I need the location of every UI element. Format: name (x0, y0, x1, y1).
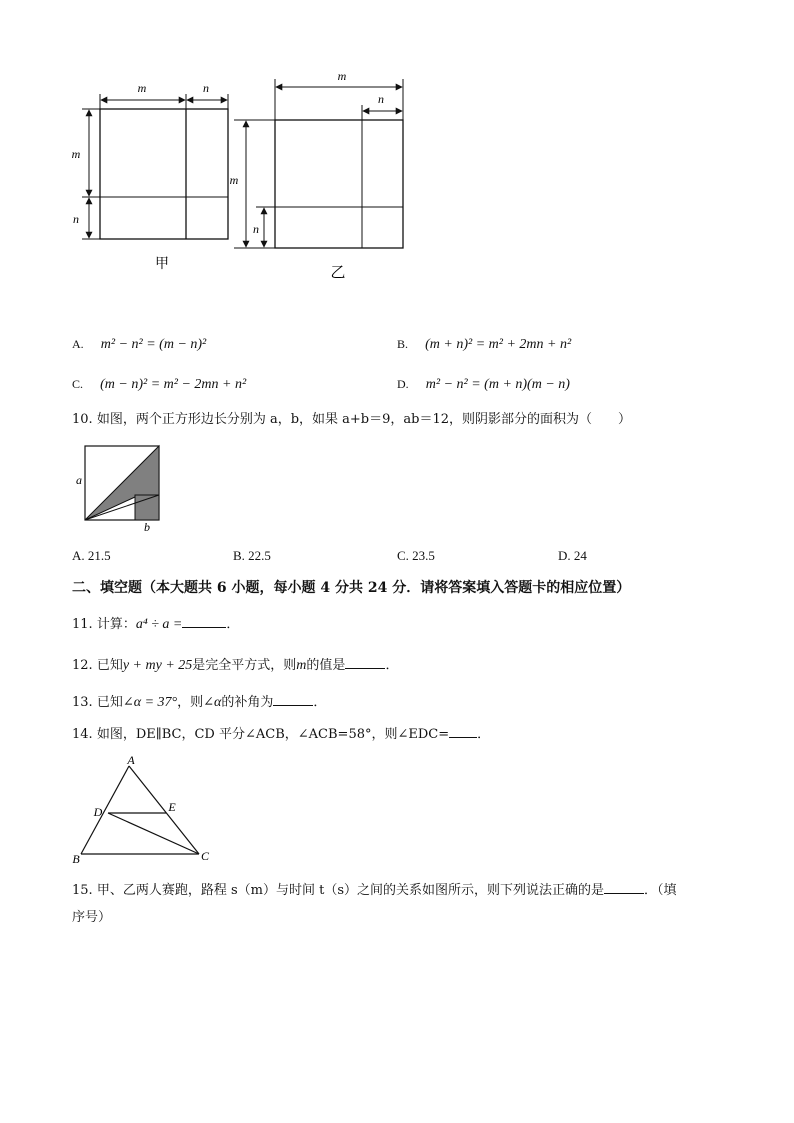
question-text: 的补角为 (221, 695, 274, 710)
q15-line2: 序号） (72, 910, 112, 925)
question-number: 12. (72, 658, 93, 673)
q10-option-b: B. 22.5 (233, 548, 271, 563)
q10-stem (72, 411, 631, 429)
segment-dc (108, 813, 199, 854)
side-ac (129, 766, 199, 854)
vertex-c: C (200, 849, 210, 863)
section-heading: 二、填空题（本大题共 6 小题，每小题 4 分共 24 分．请将答案填入答题卡的相应位置） (72, 580, 631, 596)
figure-jia (60, 80, 240, 280)
q9-option-a (72, 333, 206, 353)
figure-yi (220, 65, 420, 285)
question-text: 是完全平方式，则 (192, 658, 297, 673)
jia-outer-square (100, 109, 228, 239)
yi-label-n-side: n (253, 222, 259, 236)
side-ab (81, 766, 129, 854)
option-formula: (m − n)² = m² − 2mn + n² (100, 377, 247, 392)
option-formula: m² − n² = (m − n)² (100, 337, 207, 352)
question-suffix: ． (226, 617, 240, 632)
question-number: 10. (72, 412, 93, 427)
question-number: 14. (72, 727, 93, 742)
yi-outer-square (275, 120, 403, 248)
question-text: 的值是 (306, 658, 346, 673)
q14 (72, 723, 490, 744)
question-text: 计算： (96, 617, 136, 632)
vertex-b: B (72, 852, 80, 866)
question-text: ．（填 (644, 883, 677, 898)
q15-line1 (72, 879, 677, 900)
question-text: ，则∠ (177, 695, 215, 710)
question-text: 已知∠ (96, 695, 134, 710)
option-letter: A. (72, 337, 84, 351)
question-suffix: ． (313, 695, 327, 710)
jia-caption: 甲 (155, 256, 169, 272)
q12 (72, 654, 398, 675)
vertex-a: A (127, 753, 135, 767)
jia-label-n-top: n (203, 81, 209, 95)
question-text: 如图，DE∥BC，CD 平分∠ACB，∠ACB=58°，则∠EDC= (96, 727, 450, 742)
math-expression: y + my + 25 (122, 658, 193, 673)
q9-option-d (397, 373, 570, 393)
q10-option-a: A. 21.5 (72, 548, 111, 563)
option-letter: D. (397, 377, 409, 391)
question-suffix: ． (477, 727, 491, 742)
answer-blank[interactable] (273, 691, 313, 706)
q10-label-a: a (76, 473, 82, 487)
question-text: 如图，两个正方形边长分别为 a，b，如果 a+b＝9，ab＝12，则阴影部分的面积为（ ） (96, 412, 632, 427)
vertex-d: D (93, 805, 103, 819)
question-number: 13. (72, 695, 93, 710)
yi-caption: 乙 (330, 263, 346, 281)
option-letter: B. (397, 337, 409, 351)
yi-label-m-top: m (337, 69, 347, 83)
jia-label-m-top: m (137, 81, 147, 95)
q13 (72, 691, 326, 712)
math-variable: m (296, 658, 307, 673)
option-formula: m² − n² = (m + n)(m − n) (425, 377, 570, 392)
jia-label-m-side: m (71, 147, 81, 161)
q9-option-c (72, 373, 246, 393)
option-formula: (m + n)² = m² + 2mn + n² (425, 337, 572, 352)
q10-figure (70, 440, 170, 540)
q9-option-b (397, 333, 571, 353)
question-number: 15. (72, 883, 93, 898)
answer-blank[interactable] (345, 654, 385, 669)
question-number: 11. (72, 617, 93, 632)
math-expression: a⁴ ÷ a = (135, 617, 183, 632)
q10-option-d: D. 24 (558, 548, 587, 563)
q10-option-c: C. 23.5 (397, 548, 435, 563)
math-expression: α = 37° (133, 695, 178, 710)
answer-blank[interactable] (182, 613, 226, 628)
option-letter: C. (72, 377, 84, 391)
question-text: 甲、乙两人赛跑，路程 s（m）与时间 t（s）之间的关系如图所示，则下列说法正确的是 (96, 883, 604, 898)
q10-label-b: b (144, 520, 150, 534)
math-variable: α (214, 695, 222, 710)
question-text: 已知 (96, 658, 123, 673)
q11 (72, 613, 239, 634)
answer-blank[interactable] (604, 879, 644, 894)
yi-label-n-top: n (378, 92, 384, 106)
vertex-e: E (168, 800, 176, 814)
answer-blank[interactable] (449, 723, 477, 738)
q14-figure (65, 752, 225, 867)
yi-label-m-side: m (229, 173, 239, 187)
jia-label-n-side: n (73, 212, 79, 226)
question-suffix: ． (385, 658, 399, 673)
